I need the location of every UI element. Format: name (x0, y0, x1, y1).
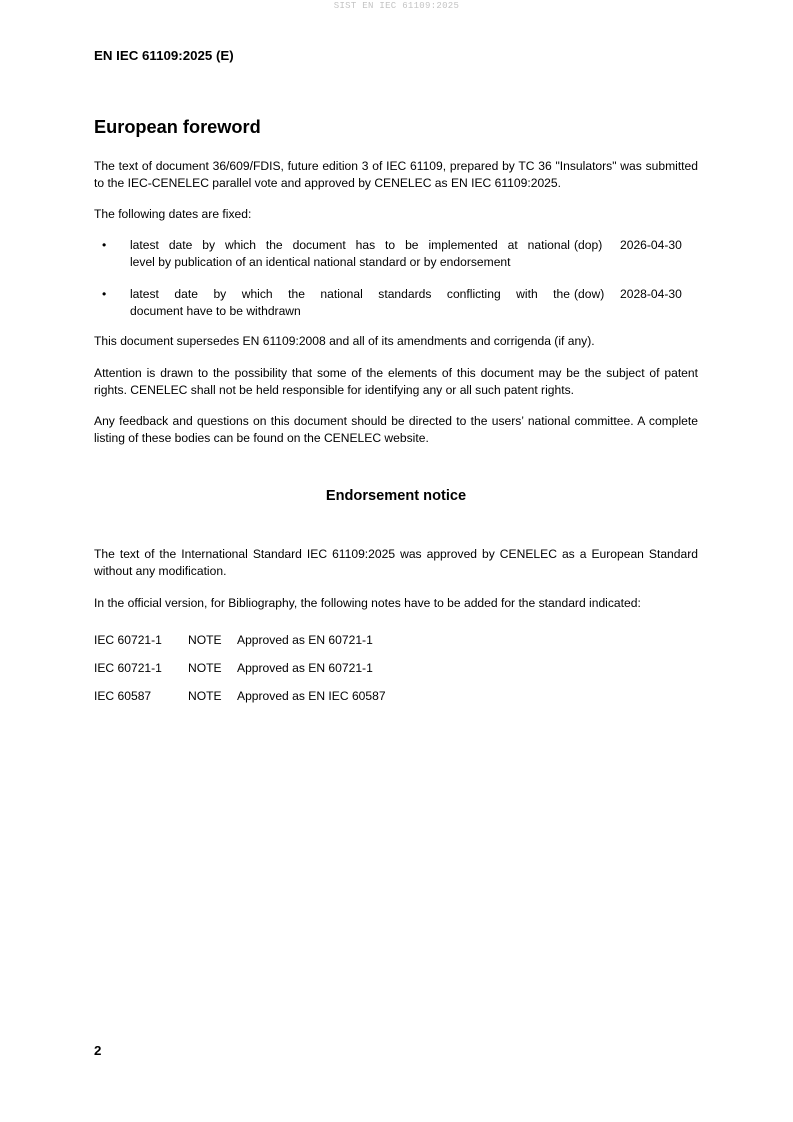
bullet-icon: • (102, 287, 107, 301)
feedback-paragraph: Any feedback and questions on this document should be directed to the users’ national committee. A complete listing of these bodies can be found on the CENELEC website. (94, 414, 698, 445)
date-code: (dow) (574, 287, 605, 301)
date-item-line2: level by publication of an identical national standard or by endorsement (130, 254, 511, 269)
date-item-line1: latest date by which the national standards conflicting with the (130, 287, 570, 301)
watermark: SIST EN IEC 61109:2025 (333, 1, 460, 11)
note-label: NOTE (188, 689, 222, 703)
dates-intro: The following dates are fixed: (94, 207, 252, 221)
note-label: NOTE (188, 633, 222, 647)
date-value: 2028-04-30 (620, 287, 682, 301)
bullet-icon: • (102, 238, 107, 252)
document-id-header: EN IEC 61109:2025 (E) (94, 48, 234, 63)
foreword-intro: The text of document 36/609/FDIS, future edition 3 of IEC 61109, prepared by TC 36 "Insulators" was submitted to the IEC-CENELEC parallel vote and approved by CENELEC as EN IEC 61109:2025. (94, 159, 698, 190)
supersedes-paragraph: This document supersedes EN 61109:2008 and all of its amendments and corrigenda (if any). (94, 334, 595, 348)
date-item-text (130, 286, 570, 319)
endorsement-text: The text of the International Standard IEC 61109:2025 was approved by CENELEC as a European Standard without any modification. (94, 547, 698, 578)
note-standard: IEC 60721-1 (94, 661, 162, 675)
note-standard: IEC 60721-1 (94, 633, 162, 647)
foreword-title: European foreword (94, 117, 261, 137)
note-text: Approved as EN IEC 60587 (237, 689, 386, 703)
date-code: (dop) (574, 238, 603, 252)
date-item-text (130, 237, 570, 270)
page-number: 2 (94, 1043, 102, 1058)
date-item-line1: latest date by which the document has to be implemented at national (130, 238, 570, 252)
note-text: Approved as EN 60721-1 (237, 633, 373, 647)
endorsement-title: Endorsement notice (325, 488, 467, 504)
note-standard: IEC 60587 (94, 689, 152, 703)
date-value: 2026-04-30 (620, 238, 682, 252)
date-item-line2: document have to be withdrawn (130, 303, 301, 318)
note-text: Approved as EN 60721-1 (237, 661, 373, 675)
bibliography-intro: In the official version, for Bibliography, the following notes have to be added for the standard indicated: (94, 596, 641, 610)
patent-attention-paragraph: Attention is drawn to the possibility that some of the elements of this document may be the subject of patent rights. CENELEC shall not be held responsible for identifying any or all such patent rights. (94, 366, 698, 397)
note-label: NOTE (188, 661, 222, 675)
